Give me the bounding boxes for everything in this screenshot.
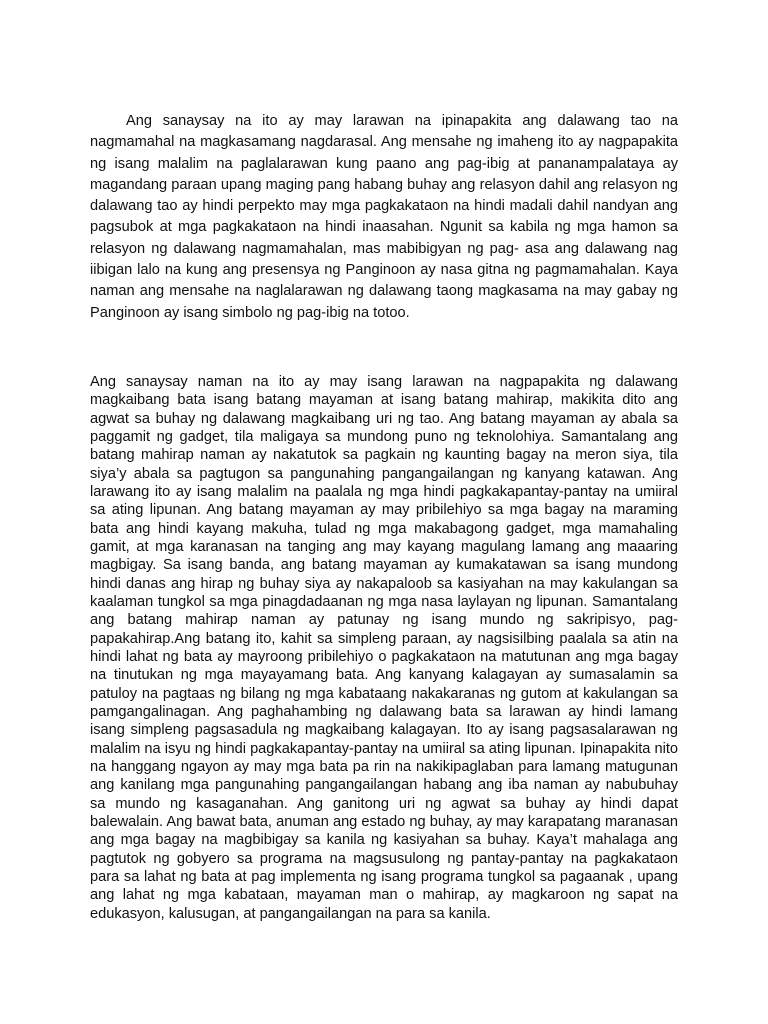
paragraph-prayer-couple: Ang sanaysay na ito ay may larawan na ipinapakita ang dalawang tao na nagmamahal na magkasamang nagdarasal. Ang mensahe ng imaheng ito ay nagpapakita ng isang malalim na paglalarawan kung paano ang pag-ibig at pananampalataya ay magandang paraan upang maging pang habang buhay ang relasyon dahil ang relasyon ng dalawang tao ay hindi perpekto may mga pagkakataon na hindi madali dahil nandyan ang pagsubok at mga pagkakataon na hindi inaasahan. Ngunit sa kabila ng mga hamon sa relasyon ng dalawang nagmamahalan, mas mabibigyan ng pag- asa ang dalawang nag iibigan lalo na kung ang presensya ng Panginoon ay nasa gitna ng pagmamahalan. Kaya naman ang mensahe na naglalarawan ng dalawang taong magkasama na may gabay ng Panginoon ay isang simbolo ng pag-ibig na totoo.	[90, 113, 678, 321]
paragraph-rich-poor-children: Ang sanaysay naman na ito ay may isang larawan na nagpapakita ng dalawang magkaibang bata isang batang mayaman at isang batang mahirap, makikita dito ang agwat sa buhay ng dalawang magkaibang uri ng tao. Ang batang mayaman ay abala sa paggamit ng gadget, tila maligaya sa mundong puno ng teknolohiya. Samantalang ang batang mahirap naman ay nakatutok sa pagkain ng kaunting bagay na meron siya, tila siya’y abala sa pagtugon sa pangunahing pangangailangan ng kanyang katawan. Ang larawang ito ay isang malalim na paalala ng mga hindi pagkakapantay-pantay na umiiral sa ating lipunan. Ang batang mayaman ay may pribilehiyo sa mga bagay na maraming bata ang hindi kayang makuha, tulad ng mga makabagong gadget, mga mamahaling gamit, at mga karanasan na tanging ang may kayang magulang lamang ang maaaring magbigay. Sa isang banda, ang batang mayaman ay kumakatawan sa isang mundong hindi danas ang hirap ng buhay siya ay nakapaloob sa kasiyahan na may kakulangan sa kaalaman tungkol sa mga pinagdadaanan ng mga nasa laylayan ng lipunan. Samantalang ang batang mahirap naman ay patunay ng isang mundo ng sakripisyo, pag-papakahirap.Ang batang ito, kahit sa simpleng paraan, ay nagsisilbing paalala sa atin na hindi lahat ng bata ay mayroong pribilehiyo o pagkakataon na matutunan ang mga bagay na tinutukan ng mga mayayamang bata. Ang kanyang kalagayan ay sumasalamin sa patuloy na pagtaas ng bilang ng mga kabataang nakakaranas ng gutom at kakulangan sa pamgangalinagan. Ang paghahambing ng dalawang bata sa larawan ay hindi lamang isang simpleng pagsasadula ng magkaibang kalagayan. Ito ay isang pagsasalarawan ng malalim na isyu ng hindi pagkakapantay-pantay na umiiral sa ating lipunan. Ipinapakita nito na hanggang ngayon ay may mga bata pa rin na nakikipaglaban para lamang matugunan ang kanilang mga pangunahing pangangailangan habang ang iba naman ay nabubuhay sa mundo ng kasaganahan. Ang ganitong uri ng agwat sa buhay ay hindi dapat balewalain. Ang bawat bata, anuman ang estado ng buhay, ay may karapatang maranasan ang mga bagay na magbibigay sa kanila ng kasiyahan sa buhay. Kaya’t mahalaga ang pagtutok ng gobyero sa programa na magsusulong ng pantay-pantay na pagkakataon para sa lahat ng bata at pag implementa ng isang programa tungkol sa pagaanak , upang ang lahat ng mga kabataan, mayaman man o mahirap, ay magkaroon ng sapat na edukasyon, kalusugan, at pangangailangan na para sa kanila.	[90, 374, 678, 922]
